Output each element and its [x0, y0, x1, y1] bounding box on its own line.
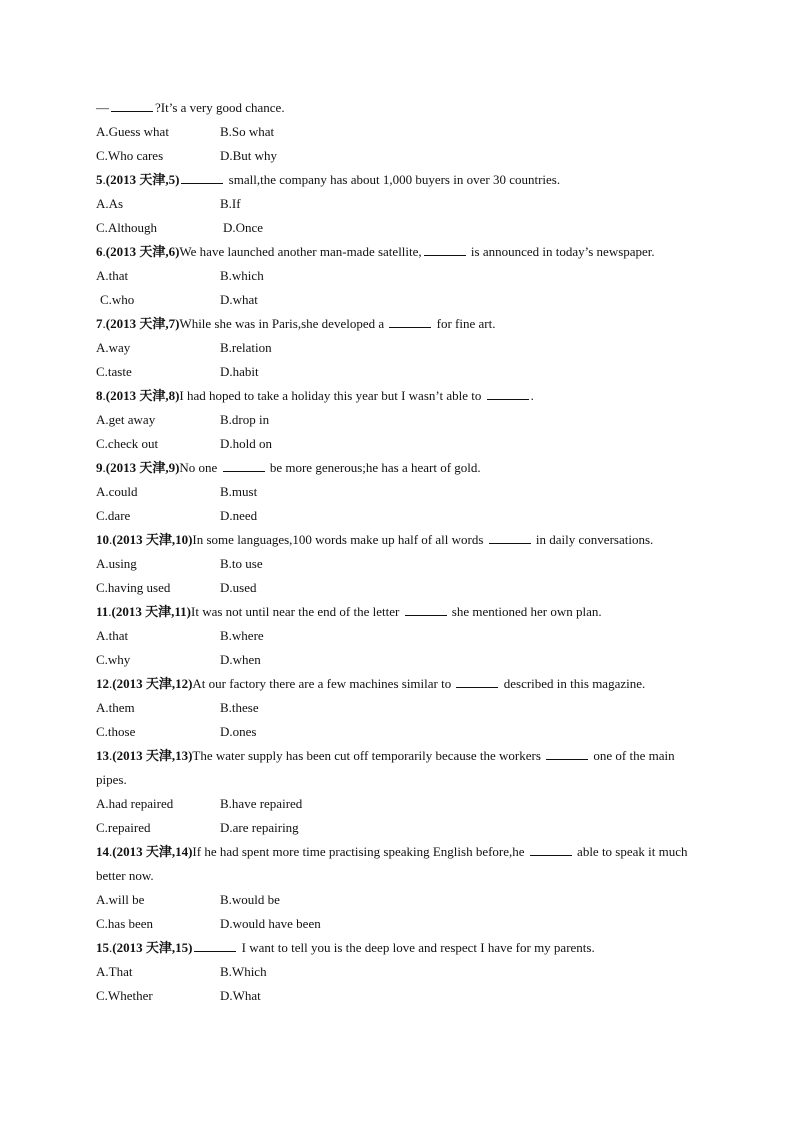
question-number: 15 [96, 940, 109, 955]
options-row [96, 362, 706, 386]
question-stem: 10.(2013 天津,10)In some languages,100 words make up half of all words in daily conversations. [96, 532, 654, 547]
option-b: B.have repaired [220, 796, 303, 811]
option-a: A.could [96, 484, 138, 499]
option-a: A.had repaired [96, 796, 174, 811]
option-a: A.using [96, 556, 137, 571]
stem-text: I want to tell you is the deep love and respect I have for my parents. [238, 940, 595, 955]
options-row [96, 434, 706, 458]
options-row [96, 554, 706, 578]
option-d: D.when [220, 652, 261, 667]
question-source: (2013 天津,10) [112, 532, 193, 547]
stem-text: We have launched another man-made satellite, [179, 244, 422, 259]
question-source: (2013 天津,9) [105, 460, 180, 475]
options-row [96, 914, 706, 938]
options-row [96, 506, 706, 530]
question-stem: 12.(2013 天津,12)At our factory there are a few machines similar to described in this magazine. [96, 676, 646, 691]
option-b: B.must [220, 484, 258, 499]
question-source: (2013 天津,12) [112, 676, 193, 691]
stem-text: she mentioned her own plan. [448, 604, 602, 619]
options-row [96, 578, 706, 602]
option-c: C.those [96, 724, 136, 739]
option-b: B.If [220, 196, 241, 211]
option-c: C.Who cares [96, 148, 164, 163]
stem-text: . [530, 388, 534, 403]
stem-text: be more generous;he has a heart of gold. [266, 460, 481, 475]
options-row [96, 698, 706, 722]
options-row [96, 626, 706, 650]
stem-text: one of the main pipes. [96, 748, 675, 787]
question-stem: 7.(2013 天津,7)While she was in Paris,she developed a for fine art. [96, 316, 496, 331]
question-stem: 6.(2013 天津,6)We have launched another man-made satellite, is announced in today’s newspaper. [96, 244, 655, 259]
question-source: (2013 天津,11) [111, 604, 191, 619]
options-row [96, 194, 706, 218]
question-number: 5 [96, 172, 103, 187]
answer-blank [546, 747, 588, 760]
option-a: A.that [96, 628, 129, 643]
question-number: 13 [96, 748, 109, 763]
option-d: D.Once [223, 220, 264, 235]
question-source: (2013 天津,7) [105, 316, 180, 331]
stem-text: small,the company has about 1,000 buyers in over 30 countries. [225, 172, 561, 187]
question-number: 9 [96, 460, 103, 475]
option-a: A.way [96, 340, 131, 355]
answer-blank [489, 531, 531, 544]
option-d: D.What [220, 988, 261, 1003]
option-b: B.drop in [220, 412, 270, 427]
answer-blank [456, 675, 498, 688]
question-source: (2013 天津,15) [112, 940, 193, 955]
question-source: (2013 天津,13) [112, 748, 193, 763]
stem-text: is announced in today’s newspaper. [467, 244, 655, 259]
option-d: D.But why [220, 148, 278, 163]
option-b: B.where [220, 628, 264, 643]
options-row [96, 122, 706, 146]
stem-text: No one [179, 460, 221, 475]
option-c: C.why [96, 652, 131, 667]
stem-text: In some languages,100 words make up half of all words [192, 532, 487, 547]
options-row [96, 482, 706, 506]
stem-text: — [96, 100, 109, 115]
question-stem: 9.(2013 天津,9)No one be more generous;he has a heart of gold. [96, 460, 481, 475]
answer-blank [405, 603, 447, 616]
question-number: 14 [96, 844, 109, 859]
options-row [96, 410, 706, 434]
options-row [96, 650, 706, 674]
options-row [96, 218, 706, 242]
question-number: 7 [96, 316, 103, 331]
option-c: C.having used [96, 580, 171, 595]
question-source: (2013 天津,5) [105, 172, 180, 187]
question-source: (2013 天津,8) [105, 388, 180, 403]
exam-page [96, 98, 706, 1010]
option-d: D.what [220, 292, 258, 307]
option-b: B.So what [220, 124, 275, 139]
question-number: 12 [96, 676, 109, 691]
options-row [96, 986, 706, 1010]
answer-blank [389, 315, 431, 328]
option-c: C.Whether [96, 988, 153, 1003]
option-c: C.taste [96, 364, 132, 379]
option-b: B.which [220, 268, 264, 283]
answer-blank [487, 387, 529, 400]
question-number: 10 [96, 532, 109, 547]
option-a: A.will be [96, 892, 145, 907]
option-c: C.who [100, 292, 135, 307]
stem-text: described in this magazine. [500, 676, 646, 691]
answer-blank [530, 843, 572, 856]
option-d: D.need [220, 508, 258, 523]
options-row [96, 146, 706, 170]
option-a: A.That [96, 964, 133, 979]
question-stem: 11.(2013 天津,11)It was not until near the end of the letter she mentioned her own plan. [96, 604, 602, 619]
question-source: (2013 天津,14) [112, 844, 193, 859]
stem-text: It was not until near the end of the letter [191, 604, 403, 619]
question-source: (2013 天津,6) [105, 244, 180, 259]
options-row [96, 794, 706, 818]
stem-text: I had hoped to take a holiday this year but I wasn’t able to [179, 388, 485, 403]
option-a: A.As [96, 196, 124, 211]
question-stem: 13.(2013 天津,13)The water supply has been cut off temporarily because the workers one of the main pipes. [96, 748, 675, 787]
answer-blank [194, 939, 236, 952]
option-c: C.dare [96, 508, 131, 523]
answer-blank [111, 99, 153, 112]
option-b: B.would be [220, 892, 280, 907]
option-d: D.would have been [220, 916, 321, 931]
option-a: A.them [96, 700, 135, 715]
stem-text: able to speak it much better now. [96, 844, 688, 883]
stem-text: for fine art. [433, 316, 496, 331]
option-d: D.are repairing [220, 820, 299, 835]
question-stem: 5.(2013 天津,5) small,the company has about 1,000 buyers in over 30 countries. [96, 172, 561, 187]
options-row [96, 722, 706, 746]
option-d: D.hold on [220, 436, 272, 451]
options-row [96, 290, 706, 314]
options-row [96, 962, 706, 986]
stem-text: The water supply has been cut off temporarily because the workers [192, 748, 545, 763]
option-d: D.habit [220, 364, 259, 379]
option-c: C.Although [96, 220, 158, 235]
options-row [96, 890, 706, 914]
answer-blank [223, 459, 265, 472]
options-row [96, 266, 706, 290]
answer-blank [181, 171, 223, 184]
question-stem: 14.(2013 天津,14)If he had spent more time practising speaking English before,he able to speak it much better now. [96, 844, 688, 883]
question-stem: 15.(2013 天津,15) I want to tell you is the deep love and respect I have for my parents. [96, 940, 595, 955]
option-b: B.relation [220, 340, 272, 355]
option-a: A.that [96, 268, 129, 283]
stem-text: in daily conversations. [532, 532, 654, 547]
question-stem [96, 98, 706, 122]
options-row [96, 818, 706, 842]
option-c: C.check out [96, 436, 159, 451]
answer-blank [424, 243, 466, 256]
stem-text: ?It’s a very good chance. [155, 100, 285, 115]
stem-text: While she was in Paris,she developed a [179, 316, 388, 331]
question-number: 11 [96, 604, 109, 619]
option-c: C.has been [96, 916, 154, 931]
option-d: D.used [220, 580, 257, 595]
option-a: A.Guess what [96, 124, 169, 139]
question-number: 6 [96, 244, 103, 259]
option-d: D.ones [220, 724, 257, 739]
stem-text: At our factory there are a few machines similar to [192, 676, 455, 691]
option-a: A.get away [96, 412, 156, 427]
option-b: B.Which [220, 964, 267, 979]
question-number: 8 [96, 388, 103, 403]
stem-text: If he had spent more time practising speaking English before,he [192, 844, 528, 859]
option-c: C.repaired [96, 820, 151, 835]
option-b: B.to use [220, 556, 263, 571]
option-b: B.these [220, 700, 259, 715]
options-row [96, 338, 706, 362]
question-stem: 8.(2013 天津,8)I had hoped to take a holiday this year but I wasn’t able to . [96, 388, 534, 403]
